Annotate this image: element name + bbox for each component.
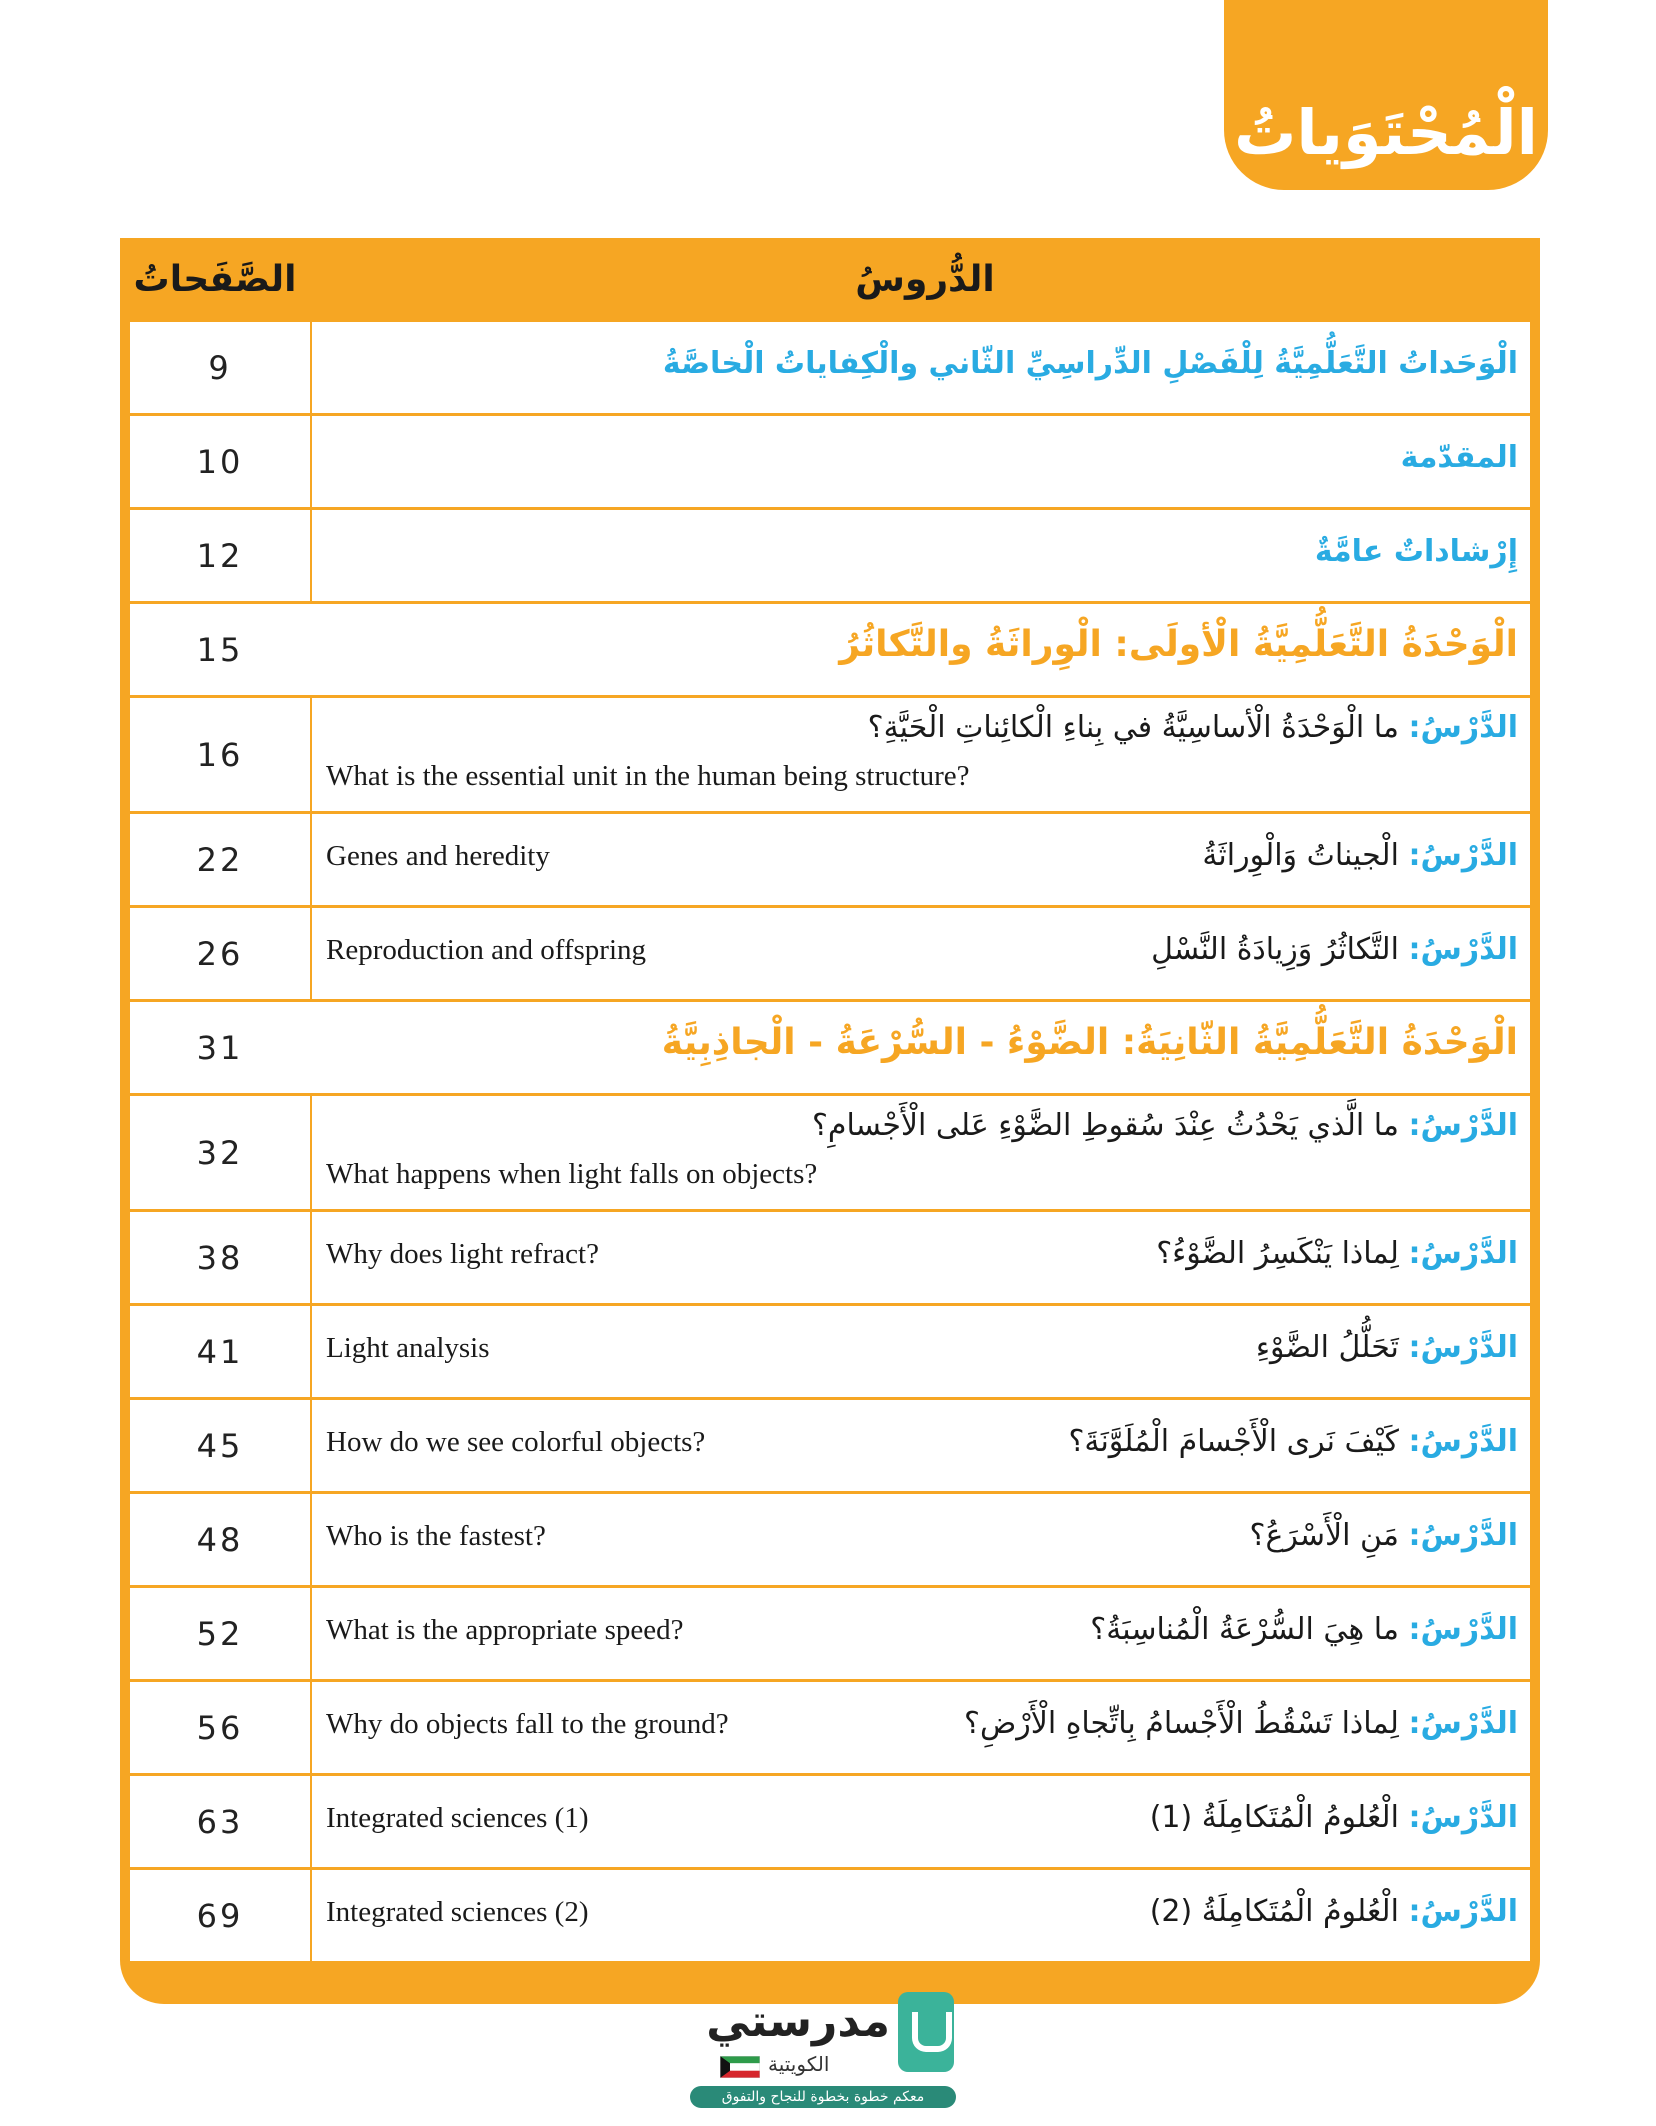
lesson-title-ar (812, 1108, 1518, 1143)
unit-title: الْوَحْدَةُ التَّعَلُّمِيَّةُ الثّانِيَةُ: الضَّوْءُ - السُّرْعَةُ - الْجاذِبِيَّةُ (661, 1022, 1518, 1063)
lesson-title-ar (1068, 1424, 1518, 1459)
logo-sub: الكويتية (768, 2052, 830, 2076)
lesson-title-ar (1150, 1800, 1518, 1835)
lesson-title-en: What is the appropriate speed? (326, 1614, 684, 1646)
column-divider (310, 1776, 312, 1867)
lesson-cell (312, 1494, 1530, 1585)
lesson-cell (312, 1682, 1530, 1773)
page-number: 56 (196, 1708, 244, 1747)
table-row (130, 908, 1530, 999)
lesson-title-en: Why does light refract? (326, 1238, 599, 1270)
table-row (130, 1870, 1530, 1961)
page-number: 16 (196, 735, 244, 774)
column-divider (310, 1588, 312, 1679)
table-row (130, 1682, 1530, 1773)
page-number: 45 (196, 1426, 244, 1465)
table-header (120, 238, 1540, 322)
lesson-name-ar: لِماذا يَنْكَسِرُ الضَّوْءُ؟ (1156, 1236, 1409, 1271)
lesson-label: الدَّرْسُ: (1408, 838, 1518, 873)
lesson-cell (130, 604, 1530, 695)
lesson-title-ar (1150, 1894, 1518, 1929)
column-divider (310, 1494, 312, 1585)
column-divider (310, 908, 312, 999)
table-row (130, 510, 1530, 601)
page-number: 10 (196, 442, 244, 481)
table-row (130, 604, 1530, 695)
kuwait-flag-icon (720, 2056, 760, 2078)
page-number: 32 (196, 1133, 244, 1172)
table-row (130, 1212, 1530, 1303)
intro-title: الْوَحَداتُ التَّعَلُّمِيَّةُ لِلْفَصْلِ الدِّراسِيِّ الثّاني والْكِفاياتُ الْخاصَّةُ (662, 346, 1518, 381)
lesson-cell (312, 322, 1530, 413)
lesson-name-ar: لِماذا تَسْقُطُ الْأَجْسامُ بِاتِّجاهِ الْأَرْضِ؟ (964, 1706, 1409, 1741)
page-number: 9 (208, 348, 232, 387)
lesson-cell (312, 416, 1530, 507)
lesson-label: الدَّرْسُ: (1408, 1518, 1518, 1553)
table-body (130, 322, 1530, 1992)
lesson-label: الدَّرْسُ: (1408, 1424, 1518, 1459)
lesson-name-ar: تَحَلُّلُ الضَّوْءِ (1255, 1330, 1409, 1365)
lesson-name-ar: الْعُلومُ الْمُتَكامِلَةُ (1) (1149, 1800, 1409, 1835)
page-number: 48 (196, 1520, 244, 1559)
table-row (130, 1588, 1530, 1679)
lesson-cell (312, 1588, 1530, 1679)
lesson-cell (312, 1870, 1530, 1961)
table-row (130, 814, 1530, 905)
page-title: الْمُحْتَوَياتُ (1234, 96, 1538, 169)
page-number: 41 (196, 1332, 244, 1371)
lesson-name-ar: التَّكاثُرُ وَزِيادَةُ النَّسْلِ (1151, 932, 1409, 967)
lesson-title-ar (1250, 1518, 1518, 1553)
column-divider (310, 416, 312, 507)
logo-tagline: معكم خطوة بخطوة للنجاح والتفوق (690, 2086, 956, 2108)
lesson-title-en: Genes and heredity (326, 840, 550, 872)
lesson-title-ar (1202, 838, 1518, 873)
lesson-title-en: Light analysis (326, 1332, 490, 1364)
column-divider (310, 698, 312, 811)
lesson-label: الدَّرْسُ: (1408, 1612, 1518, 1647)
lesson-title-en: Reproduction and offspring (326, 934, 647, 966)
intro-title: المقدّمة (1400, 440, 1518, 475)
lesson-title-en: How do we see colorful objects? (326, 1426, 706, 1458)
school-logo (690, 1988, 970, 2108)
table-row (130, 1306, 1530, 1397)
lesson-title-en: Integrated sciences (2) (326, 1896, 589, 1928)
column-divider (310, 1306, 312, 1397)
lesson-cell (312, 908, 1530, 999)
lesson-title-ar (1256, 1330, 1518, 1365)
lesson-title-ar (1151, 932, 1518, 967)
lesson-label: الدَّرْسُ: (1408, 1894, 1518, 1929)
lesson-title-en: Why do objects fall to the ground? (326, 1708, 729, 1740)
page-number: 69 (196, 1896, 244, 1935)
column-divider (310, 1096, 312, 1209)
lesson-label: الدَّرْسُ: (1408, 710, 1518, 745)
lesson-label: الدَّرْسُ: (1408, 1330, 1518, 1365)
lesson-cell (312, 1212, 1530, 1303)
column-divider (310, 322, 312, 413)
lesson-title-en: What happens when light falls on objects? (326, 1158, 818, 1190)
page-number: 22 (196, 840, 244, 879)
table-row (130, 1494, 1530, 1585)
lesson-title-en: Who is the fastest? (326, 1520, 546, 1552)
lesson-cell (312, 814, 1530, 905)
page-number: 26 (196, 934, 244, 973)
lesson-cell (312, 1306, 1530, 1397)
page-number: 38 (196, 1238, 244, 1277)
column-divider (310, 1212, 312, 1303)
lesson-label: الدَّرْسُ: (1408, 1236, 1518, 1271)
table-row (130, 1096, 1530, 1209)
table-row (130, 1400, 1530, 1491)
lesson-name-ar: ما الْوَحْدَةُ الْأساسِيَّةُ في بِناءِ الْكائِناتِ الْحَيَّةِ؟ (867, 710, 1409, 745)
lesson-name-ar: ما الَّذي يَحْدُثُ عِنْدَ سُقوطِ الضَّوْءِ عَلى الْأَجْسامِ؟ (811, 1108, 1409, 1143)
lesson-cell (312, 1776, 1530, 1867)
lesson-label: الدَّرْسُ: (1408, 1108, 1518, 1143)
lesson-title-ar (1090, 1612, 1518, 1647)
lesson-title-ar (868, 710, 1518, 745)
lesson-cell (312, 1096, 1530, 1209)
page-number: 52 (196, 1614, 244, 1653)
lesson-title-ar (1156, 1236, 1518, 1271)
unit-title: الْوَحْدَةُ التَّعَلُّمِيَّةُ الْأولَى: الْوِراثَةُ والتَّكاثُرُ (839, 624, 1518, 665)
page-number: 63 (196, 1802, 244, 1841)
header-lessons: الدُّروسُ (855, 259, 995, 300)
logo-name: مدرستي (706, 1996, 890, 2047)
lesson-name-ar: الْجيناتُ وَالْوِراثَةُ (1202, 838, 1409, 873)
lesson-cell (312, 510, 1530, 601)
title-tab (1224, 0, 1548, 190)
header-pages: الصَّفَحاتُ (133, 259, 297, 300)
lesson-name-ar: ما هِيَ السُّرْعَةُ الْمُناسِبَةُ؟ (1090, 1612, 1409, 1647)
table-row (130, 1776, 1530, 1867)
table-row (130, 698, 1530, 811)
page-number: 31 (196, 1028, 244, 1067)
lesson-cell (312, 1400, 1530, 1491)
lesson-title-en: What is the essential unit in the human being structure? (326, 760, 970, 792)
logo-mark-icon (898, 1992, 954, 2072)
column-divider (310, 1682, 312, 1773)
column-divider (310, 814, 312, 905)
lesson-label: الدَّرْسُ: (1408, 1800, 1518, 1835)
column-divider (310, 510, 312, 601)
lesson-cell (312, 698, 1530, 811)
lesson-name-ar: كَيْفَ نَرى الْأَجْسامَ الْمُلَوَّنَةَ؟ (1068, 1424, 1409, 1459)
contents-table (120, 238, 1540, 2004)
table-row (130, 322, 1530, 413)
lesson-title-ar (964, 1706, 1518, 1741)
column-divider (310, 1400, 312, 1491)
table-row (130, 416, 1530, 507)
page-number: 12 (196, 536, 244, 575)
intro-title: إِرْشاداتٌ عامَّةٌ (1314, 534, 1518, 569)
lesson-name-ar: مَنِ الْأَسْرَعُ؟ (1249, 1518, 1409, 1553)
column-divider (310, 1870, 312, 1961)
lesson-cell (130, 1002, 1530, 1093)
lesson-title-en: Integrated sciences (1) (326, 1802, 589, 1834)
lesson-label: الدَّرْسُ: (1408, 1706, 1518, 1741)
lesson-label: الدَّرْسُ: (1408, 932, 1518, 967)
page-number: 15 (196, 630, 244, 669)
table-row (130, 1002, 1530, 1093)
lesson-name-ar: الْعُلومُ الْمُتَكامِلَةُ (2) (1149, 1894, 1409, 1929)
